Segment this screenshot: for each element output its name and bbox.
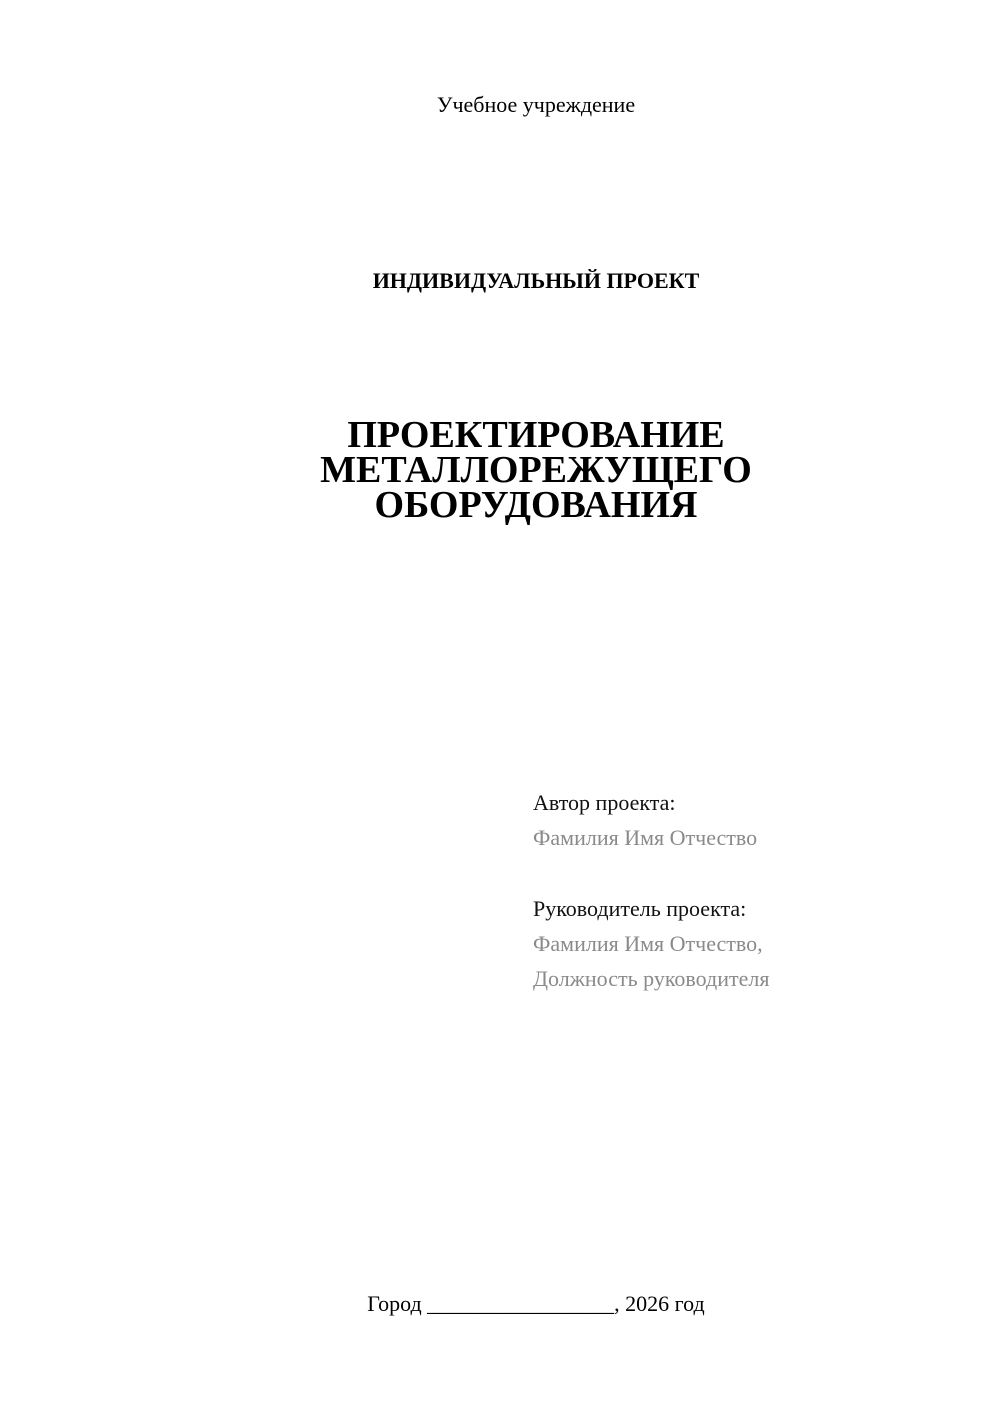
- supervisor-position-placeholder: Должность руководителя: [533, 966, 770, 991]
- supervisor-label: Руководитель проекта:: [533, 896, 747, 921]
- supervisor-block: [533, 891, 973, 996]
- author-label: Автор проекта:: [533, 790, 676, 815]
- city-year-line: Город _________________, 2026 год: [367, 1291, 705, 1316]
- project-title-line: ОБОРУДОВАНИЯ: [374, 484, 698, 526]
- project-type-heading: ИНДИВИДУАЛЬНЫЙ ПРОЕКТ: [372, 268, 700, 293]
- author-block: [533, 785, 973, 855]
- project-title-line: МЕТАЛЛОРЕЖУЩЕГО: [320, 449, 752, 491]
- project-title-line: ПРОЕКТИРОВАНИЕ: [347, 414, 725, 456]
- author-name-placeholder: Фамилия Имя Отчество: [533, 825, 758, 850]
- institution-name: Учебное учреждение: [436, 92, 636, 117]
- supervisor-name-placeholder: Фамилия Имя Отчество,: [533, 931, 763, 956]
- project-title: [0, 414, 1000, 526]
